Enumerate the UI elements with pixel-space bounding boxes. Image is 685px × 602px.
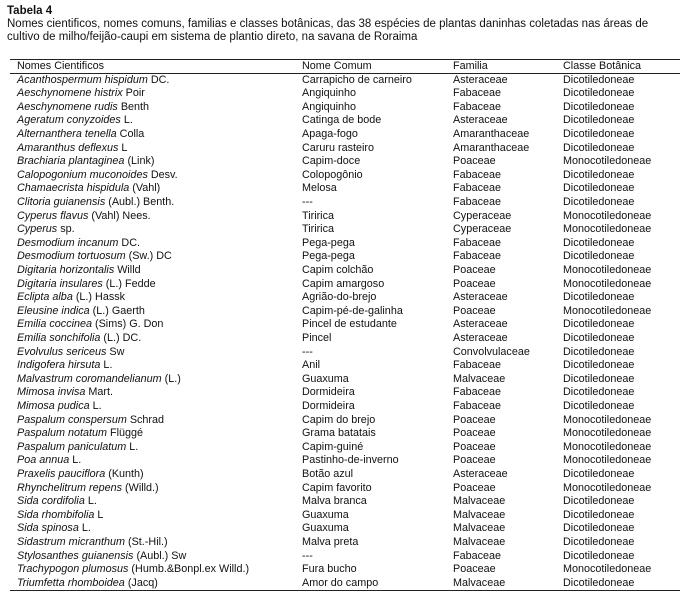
family-cell: Malvaceae bbox=[453, 495, 506, 508]
table-row bbox=[10, 250, 680, 264]
family-cell: Asteraceae bbox=[453, 73, 508, 86]
family-cell: Fabaceae bbox=[453, 250, 502, 263]
common-name-cell: Catinga de bode bbox=[302, 114, 382, 127]
table-row bbox=[10, 278, 680, 292]
table-row bbox=[10, 223, 680, 237]
scientific-name-cell bbox=[17, 522, 91, 536]
table-row bbox=[10, 373, 680, 387]
botanical-class-cell: Dicotiledoneae bbox=[563, 318, 635, 331]
common-name-cell: Malva preta bbox=[302, 535, 359, 548]
common-name-cell: Carrapicho de carneiro bbox=[302, 73, 412, 86]
common-name-cell: Fura bucho bbox=[302, 563, 357, 576]
common-name-cell: Tiririca bbox=[302, 209, 334, 222]
table-row bbox=[10, 182, 680, 196]
family-cell: Poaceae bbox=[453, 481, 496, 494]
scientific-name-cell bbox=[17, 536, 168, 550]
table-row bbox=[10, 114, 680, 128]
botanical-class-cell: Dicotiledoneae bbox=[563, 182, 635, 195]
scientific-name: Trachypogon plumosus bbox=[17, 563, 129, 576]
table-row bbox=[10, 74, 680, 88]
family-cell: Poaceae bbox=[453, 413, 496, 426]
table-row bbox=[10, 155, 680, 169]
common-name-cell: Pincel de estudante bbox=[302, 318, 397, 331]
scientific-name-cell bbox=[17, 373, 181, 387]
common-name-cell: Pastinho-de-inverno bbox=[302, 454, 399, 467]
common-name-cell: Tiririca bbox=[302, 223, 334, 236]
scientific-name: Mimosa pudica bbox=[17, 399, 90, 412]
scientific-name: Poa annua bbox=[17, 454, 70, 467]
table-row bbox=[10, 237, 680, 251]
family-cell: Poaceae bbox=[453, 563, 496, 576]
common-name-cell: Guaxuma bbox=[302, 372, 349, 385]
scientific-name: Malvastrum coromandelianum bbox=[17, 372, 162, 385]
author-citation: (Willd.) bbox=[122, 481, 159, 494]
table-row bbox=[10, 577, 680, 591]
family-cell: Cyperaceae bbox=[453, 223, 512, 236]
table-bottom-rule bbox=[10, 590, 680, 591]
author-citation: (Aubl.) Benth. bbox=[105, 195, 175, 208]
scientific-name-cell bbox=[17, 468, 144, 482]
table-row bbox=[10, 441, 680, 455]
scientific-name: Eleusine indica bbox=[17, 304, 90, 317]
scientific-name-cell bbox=[17, 291, 125, 305]
scientific-name-cell bbox=[17, 264, 141, 278]
author-citation: L bbox=[94, 508, 104, 521]
common-name-cell: Apaga-fogo bbox=[302, 127, 358, 140]
author-citation: DC. bbox=[147, 73, 170, 86]
common-name-cell: Pega-pega bbox=[302, 250, 355, 263]
header-family: Familia bbox=[453, 59, 488, 72]
table-row bbox=[10, 509, 680, 523]
scientific-name: Evolvulus sericeus bbox=[17, 345, 107, 358]
botanical-class-cell: Dicotiledoneae bbox=[563, 195, 635, 208]
botanical-class-cell: Monocotiledoneae bbox=[563, 563, 652, 576]
scientific-name: Digitaria insulares bbox=[17, 277, 103, 290]
scientific-name: Emilia coccinea bbox=[17, 318, 93, 331]
author-citation: (Aubl.) Sw bbox=[133, 549, 187, 562]
table-row bbox=[10, 196, 680, 210]
header-common-name: Nome Comum bbox=[302, 59, 372, 72]
scientific-name-cell bbox=[17, 359, 112, 373]
botanical-class-cell: Dicotiledoneae bbox=[563, 87, 635, 100]
header-botanical-class: Classe Botânica bbox=[563, 59, 642, 72]
author-citation: Colla bbox=[116, 127, 145, 140]
scientific-name: Ageratum conyzoides bbox=[17, 114, 121, 127]
author-citation: (L.) Gaerth bbox=[89, 304, 145, 317]
table-row bbox=[10, 468, 680, 482]
scientific-name: Eclipta alba bbox=[17, 291, 73, 304]
scientific-name: Desmodium tortuosum bbox=[17, 250, 126, 263]
common-name-cell: Capim colchão bbox=[302, 263, 374, 276]
botanical-class-cell: Dicotiledoneae bbox=[563, 236, 635, 249]
common-name-cell: Capim favorito bbox=[302, 481, 372, 494]
table-row bbox=[10, 495, 680, 509]
scientific-name: Paspalum conspersum bbox=[17, 413, 127, 426]
common-name-cell: Melosa bbox=[302, 182, 337, 195]
scientific-name-cell bbox=[17, 305, 145, 319]
author-citation: (Vahl) bbox=[129, 182, 161, 195]
family-cell: Asteraceae bbox=[453, 114, 508, 127]
author-citation: Flüggé bbox=[107, 427, 144, 440]
scientific-name-cell bbox=[17, 509, 103, 523]
scientific-name-cell bbox=[17, 128, 144, 142]
common-name-cell: --- bbox=[302, 549, 313, 562]
scientific-name: Cyperus flavus bbox=[17, 209, 89, 222]
family-cell: Malvaceae bbox=[453, 522, 506, 535]
author-citation: (Vahl) Nees. bbox=[88, 209, 151, 222]
scientific-name-cell bbox=[17, 332, 141, 346]
author-citation: (L.) Fedde bbox=[102, 277, 156, 290]
table-row bbox=[10, 522, 680, 536]
family-cell: Poaceae bbox=[453, 304, 496, 317]
author-citation: L. bbox=[100, 359, 113, 372]
scientific-name-cell bbox=[17, 74, 169, 88]
family-cell: Malvaceae bbox=[453, 535, 506, 548]
author-citation: Mart. bbox=[85, 386, 113, 399]
family-cell: Fabaceae bbox=[453, 168, 502, 181]
scientific-name: Emilia sonchifolia bbox=[17, 331, 101, 344]
table-row bbox=[10, 414, 680, 428]
scientific-name-cell bbox=[17, 87, 145, 101]
family-cell: Poaceae bbox=[453, 427, 496, 440]
common-name-cell: Guaxuma bbox=[302, 508, 349, 521]
botanical-class-cell: Dicotiledoneae bbox=[563, 535, 635, 548]
common-name-cell: Agrião-do-brejo bbox=[302, 291, 377, 304]
botanical-class-cell: Monocotiledoneae bbox=[563, 427, 652, 440]
author-citation: L. bbox=[89, 399, 102, 412]
author-citation: (Sw.) DC bbox=[125, 250, 172, 263]
table-row bbox=[10, 332, 680, 346]
botanical-class-cell: Monocotiledoneae bbox=[563, 413, 652, 426]
table-row bbox=[10, 210, 680, 224]
scientific-name: Praxelis pauciflora bbox=[17, 467, 106, 480]
botanical-class-cell: Monocotiledoneae bbox=[563, 277, 652, 290]
table-row bbox=[10, 128, 680, 142]
common-name-cell: Capim amargoso bbox=[302, 277, 385, 290]
botanical-class-cell: Dicotiledoneae bbox=[563, 331, 635, 344]
common-name-cell: Capim do brejo bbox=[302, 413, 376, 426]
common-name-cell: Amor do campo bbox=[302, 576, 379, 589]
common-name-cell: Malva branca bbox=[302, 495, 367, 508]
family-cell: Fabaceae bbox=[453, 100, 502, 113]
family-cell: Asteraceae bbox=[453, 318, 508, 331]
author-citation: L bbox=[118, 141, 128, 154]
table-row bbox=[10, 318, 680, 332]
botanical-class-cell: Monocotiledoneae bbox=[563, 223, 652, 236]
common-name-cell: Anil bbox=[302, 359, 321, 372]
author-citation: Willd bbox=[114, 263, 141, 276]
scientific-name-cell bbox=[17, 223, 75, 237]
scientific-name-cell bbox=[17, 346, 124, 360]
table-row bbox=[10, 169, 680, 183]
author-citation: Sw bbox=[106, 345, 125, 358]
table-row bbox=[10, 346, 680, 360]
table-row bbox=[10, 142, 680, 156]
table-row bbox=[10, 400, 680, 414]
table-row bbox=[10, 454, 680, 468]
botanical-class-cell: Monocotiledoneae bbox=[563, 440, 652, 453]
table-row bbox=[10, 482, 680, 496]
author-citation: Benth bbox=[117, 100, 150, 113]
botanical-class-cell: Dicotiledoneae bbox=[563, 399, 635, 412]
author-citation: DC. bbox=[118, 236, 141, 249]
scientific-name: Stylosanthes guianensis bbox=[17, 549, 134, 562]
family-cell: Malvaceae bbox=[453, 576, 506, 589]
scientific-name: Indigofera hirsuta bbox=[17, 359, 101, 372]
scientific-name-cell bbox=[17, 196, 174, 210]
family-cell: Fabaceae bbox=[453, 386, 502, 399]
author-citation: L. bbox=[126, 440, 139, 453]
scientific-name-cell bbox=[17, 427, 143, 441]
common-name-cell: Capim-doce bbox=[302, 155, 361, 168]
table-row bbox=[10, 87, 680, 101]
table-title: Tabela 4 bbox=[7, 5, 53, 17]
botanical-class-cell: Dicotiledoneae bbox=[563, 467, 635, 480]
scientific-name-cell bbox=[17, 414, 164, 428]
scientific-name: Aeschynomene rudis bbox=[17, 100, 118, 113]
table-row bbox=[10, 101, 680, 115]
author-citation: L. bbox=[84, 495, 97, 508]
author-citation: Desv. bbox=[147, 168, 178, 181]
family-cell: Fabaceae bbox=[453, 236, 502, 249]
author-citation: Schrad bbox=[126, 413, 165, 426]
table-row bbox=[10, 291, 680, 305]
table-row bbox=[10, 427, 680, 441]
botanical-class-cell: Dicotiledoneae bbox=[563, 495, 635, 508]
botanical-class-cell: Monocotiledoneae bbox=[563, 155, 652, 168]
botanical-class-cell: Dicotiledoneae bbox=[563, 100, 635, 113]
author-citation: (L.) bbox=[161, 372, 181, 385]
scientific-name: Amaranthus deflexus bbox=[17, 141, 119, 154]
author-citation: (L.) DC. bbox=[100, 331, 142, 344]
scientific-name-cell bbox=[17, 169, 178, 183]
family-cell: Asteraceae bbox=[453, 467, 508, 480]
scientific-name: Paspalum notatum bbox=[17, 427, 108, 440]
author-citation: (Sims) G. Don bbox=[92, 318, 164, 331]
scientific-name: Cyperus bbox=[17, 223, 58, 236]
common-name-cell: Pega-pega bbox=[302, 236, 355, 249]
header-scientific-name: Nomes Cientificos bbox=[17, 59, 105, 72]
botanical-class-cell: Dicotiledoneae bbox=[563, 508, 635, 521]
table-row bbox=[10, 359, 680, 373]
common-name-cell: Pincel bbox=[302, 331, 332, 344]
scientific-name-cell bbox=[17, 454, 81, 468]
botanical-class-cell: Monocotiledoneae bbox=[563, 304, 652, 317]
scientific-name-cell bbox=[17, 441, 138, 455]
table-row bbox=[10, 536, 680, 550]
botanical-class-cell: Monocotiledoneae bbox=[563, 454, 652, 467]
scientific-name-cell bbox=[17, 114, 133, 128]
scientific-name-cell bbox=[17, 495, 97, 509]
family-cell: Convolvulaceae bbox=[453, 345, 530, 358]
family-cell: Poaceae bbox=[453, 454, 496, 467]
scientific-name: Desmodium incanum bbox=[17, 236, 119, 249]
scientific-name: Calopogonium muconoides bbox=[17, 168, 148, 181]
family-cell: Fabaceae bbox=[453, 549, 502, 562]
scientific-name-cell bbox=[17, 210, 151, 224]
family-cell: Malvaceae bbox=[453, 372, 506, 385]
table-row bbox=[10, 386, 680, 400]
scientific-name: Alternanthera tenella bbox=[17, 127, 117, 140]
common-name-cell: Guaxuma bbox=[302, 522, 349, 535]
botanical-class-cell: Dicotiledoneae bbox=[563, 127, 635, 140]
family-cell: Fabaceae bbox=[453, 399, 502, 412]
botanical-class-cell: Monocotiledoneae bbox=[563, 481, 652, 494]
botanical-class-cell: Dicotiledoneae bbox=[563, 114, 635, 127]
scientific-name: Digitaria horizontalis bbox=[17, 263, 115, 276]
scientific-name-cell bbox=[17, 182, 160, 196]
botanical-class-cell: Dicotiledoneae bbox=[563, 522, 635, 535]
table-row bbox=[10, 264, 680, 278]
scientific-name: Acanthospermum hispidum bbox=[17, 73, 148, 86]
botanical-class-cell: Dicotiledoneae bbox=[563, 549, 635, 562]
scientific-name: Sidastrum micranthum bbox=[17, 535, 126, 548]
table-row bbox=[10, 550, 680, 564]
family-cell: Asteraceae bbox=[453, 331, 508, 344]
common-name-cell: Grama batatais bbox=[302, 427, 376, 440]
table-row bbox=[10, 563, 680, 577]
family-cell: Poaceae bbox=[453, 263, 496, 276]
scientific-name-cell bbox=[17, 400, 102, 414]
family-cell: Fabaceae bbox=[453, 359, 502, 372]
botanical-class-cell: Dicotiledoneae bbox=[563, 250, 635, 263]
scientific-name-cell bbox=[17, 278, 156, 292]
scientific-name: Aeschynomene histrix bbox=[17, 87, 123, 100]
scientific-name: Brachiaria plantaginea bbox=[17, 155, 125, 168]
common-name-cell: Angiquinho bbox=[302, 87, 357, 100]
scientific-name: Sida rhombifolia bbox=[17, 508, 95, 521]
botanical-class-cell: Dicotiledoneae bbox=[563, 141, 635, 154]
botanical-class-cell: Monocotiledoneae bbox=[563, 263, 652, 276]
family-cell: Poaceae bbox=[453, 277, 496, 290]
family-cell: Amaranthaceae bbox=[453, 141, 530, 154]
common-name-cell: Angiquinho bbox=[302, 100, 357, 113]
scientific-name-cell bbox=[17, 318, 163, 332]
author-citation: L. bbox=[120, 114, 133, 127]
botanical-class-cell: Dicotiledoneae bbox=[563, 291, 635, 304]
scientific-name-cell bbox=[17, 577, 158, 591]
botanical-class-cell: Dicotiledoneae bbox=[563, 359, 635, 372]
scientific-name-cell bbox=[17, 101, 149, 115]
common-name-cell: Caruru rasteiro bbox=[302, 141, 375, 154]
botanical-class-cell: Dicotiledoneae bbox=[563, 576, 635, 589]
family-cell: Fabaceae bbox=[453, 182, 502, 195]
botanical-class-cell: Dicotiledoneae bbox=[563, 345, 635, 358]
family-cell: Amaranthaceae bbox=[453, 127, 530, 140]
scientific-name: Rhynchelitrum repens bbox=[17, 481, 123, 494]
scientific-name-cell bbox=[17, 237, 140, 251]
scientific-name-cell bbox=[17, 482, 159, 496]
author-citation: (Link) bbox=[124, 155, 155, 168]
author-citation: (Kunth) bbox=[105, 467, 144, 480]
scientific-name: Sida cordifolia bbox=[17, 495, 85, 508]
common-name-cell: --- bbox=[302, 345, 313, 358]
scientific-name-cell bbox=[17, 563, 249, 577]
scientific-name: Paspalum paniculatum bbox=[17, 440, 127, 453]
botanical-class-cell: Dicotiledoneae bbox=[563, 372, 635, 385]
family-cell: Poaceae bbox=[453, 440, 496, 453]
author-citation: sp. bbox=[57, 223, 75, 236]
common-name-cell: Capim-pé-de-galinha bbox=[302, 304, 403, 317]
botanical-class-cell: Dicotiledoneae bbox=[563, 73, 635, 86]
author-citation: (Humb.&Bonpl.ex Willd.) bbox=[128, 563, 250, 576]
family-cell: Cyperaceae bbox=[453, 209, 512, 222]
author-citation: (St.-Hil.) bbox=[125, 535, 168, 548]
common-name-cell: Capim-guiné bbox=[302, 440, 364, 453]
scientific-name-cell bbox=[17, 250, 172, 264]
family-cell: Malvaceae bbox=[453, 508, 506, 521]
scientific-name: Chamaecrista hispidula bbox=[17, 182, 130, 195]
common-name-cell: Dormideira bbox=[302, 386, 355, 399]
table-row bbox=[10, 305, 680, 319]
author-citation: L. bbox=[69, 454, 82, 467]
family-cell: Asteraceae bbox=[453, 291, 508, 304]
botanical-class-cell: Dicotiledoneae bbox=[563, 386, 635, 399]
common-name-cell: --- bbox=[302, 195, 313, 208]
scientific-name-cell bbox=[17, 142, 127, 156]
botanical-class-cell: Dicotiledoneae bbox=[563, 168, 635, 181]
common-name-cell: Colopogônio bbox=[302, 168, 363, 181]
table-caption: Nomes cientificos, nomes comuns, familias e classes botânicas, das 38 espécies de plantas daninhas coletadas nas áreas de cultivo de milho/feijão-caupi em sistema de plantio direto, na savana de Roraima bbox=[7, 18, 649, 43]
botanical-class-cell: Monocotiledoneae bbox=[563, 209, 652, 222]
author-citation: L. bbox=[78, 522, 91, 535]
scientific-name: Triumfetta rhomboidea bbox=[17, 576, 125, 589]
author-citation: (L.) Hassk bbox=[72, 291, 126, 304]
scientific-name-cell bbox=[17, 386, 113, 400]
family-cell: Poaceae bbox=[453, 155, 496, 168]
family-cell: Fabaceae bbox=[453, 195, 502, 208]
common-name-cell: Dormideira bbox=[302, 399, 355, 412]
family-cell: Fabaceae bbox=[453, 87, 502, 100]
author-citation: Poir bbox=[122, 87, 145, 100]
scientific-name: Mimosa invisa bbox=[17, 386, 86, 399]
scientific-name: Sida spinosa bbox=[17, 522, 79, 535]
table-header-row bbox=[10, 60, 680, 74]
common-name-cell: Botão azul bbox=[302, 467, 354, 480]
scientific-name: Clitoria guianensis bbox=[17, 195, 106, 208]
scientific-name-cell bbox=[17, 550, 186, 564]
author-citation: (Jacq) bbox=[124, 576, 158, 589]
scientific-name-cell bbox=[17, 155, 154, 169]
